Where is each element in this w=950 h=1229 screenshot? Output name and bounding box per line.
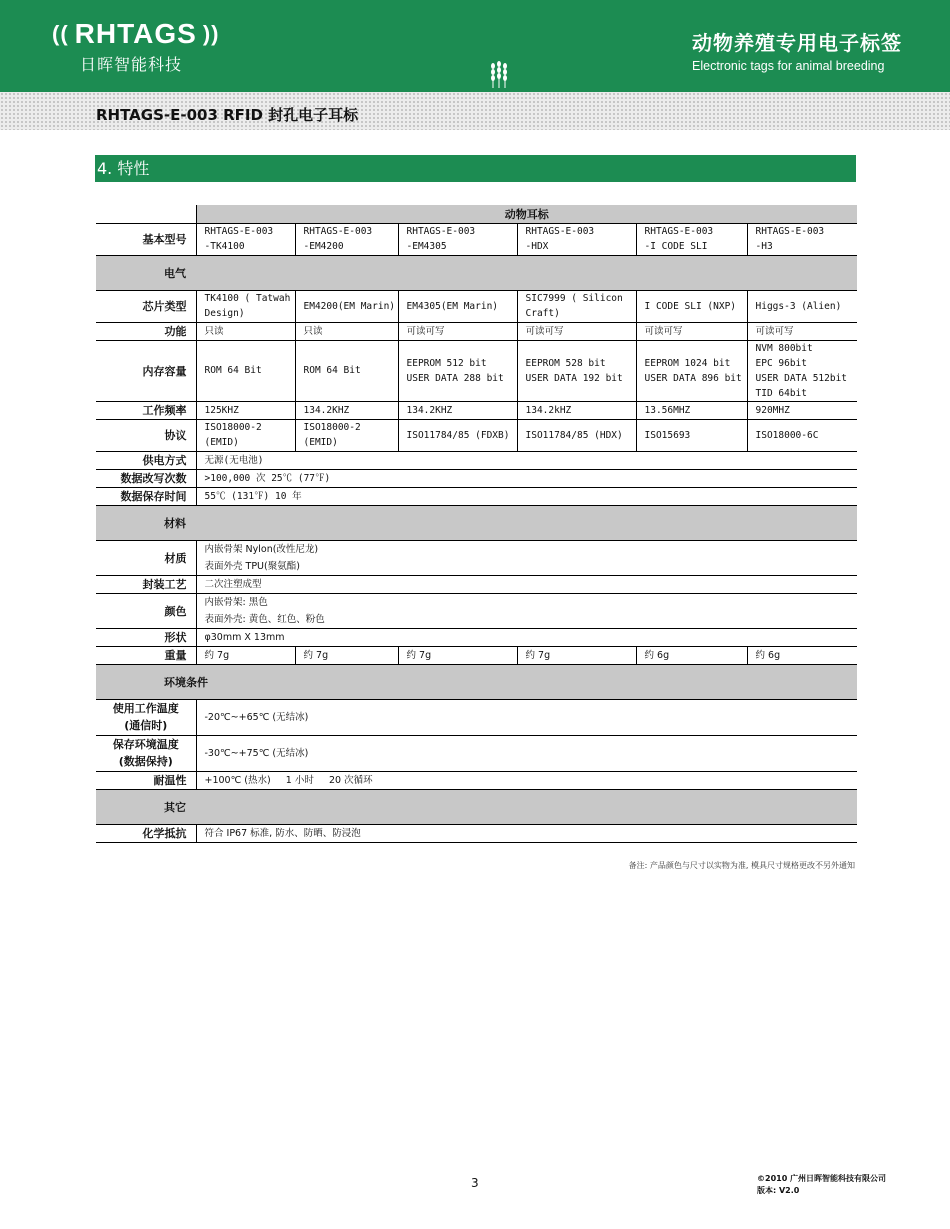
model-cell: RHTAGS-E-003 -EM4305: [398, 223, 517, 255]
row-label: 材质: [96, 540, 196, 575]
group-label: 电气: [96, 255, 857, 290]
table-row: [96, 290, 857, 322]
header-title-block: [692, 27, 902, 73]
version: 版本: V2.0: [757, 1186, 800, 1195]
row-label: 耐温性: [96, 771, 196, 789]
wheat-icon: [486, 60, 512, 88]
table-row: [96, 824, 857, 842]
copyright-block: [757, 1173, 886, 1197]
weight-cell: 约 6g: [636, 646, 747, 664]
row-label: 基本型号: [96, 223, 196, 255]
signal-right-icon: )): [202, 21, 220, 46]
weight-cell: 约 7g: [517, 646, 636, 664]
function-cell: 只读: [295, 322, 398, 340]
process-cell: 二次注塑成型: [196, 575, 857, 593]
retention-cell: 55℃ (131℉) 10 年: [196, 487, 857, 505]
table-row: [96, 575, 857, 593]
model-cell: RHTAGS-E-003 -HDX: [517, 223, 636, 255]
chem-cell: 符合 IP67 标准, 防水、防晒、防浸泡: [196, 824, 857, 842]
table-row: [96, 340, 857, 401]
op-temp-cell: -20℃~+65℃ (无结冰): [196, 699, 857, 735]
page-header: [0, 0, 950, 92]
memory-cell: NVM 800bit EPC 96bit USER DATA 512bit TID 64bit: [747, 340, 857, 401]
row-label: 保存环境温度 (数据保持): [96, 735, 196, 771]
row-label: 使用工作温度 (通信时): [96, 699, 196, 735]
row-label: 颜色: [96, 593, 196, 628]
chip-cell: EM4200(EM Marin): [295, 290, 398, 322]
table-row: [96, 628, 857, 646]
material-cell: 内嵌骨架 Nylon(改性尼龙) 表面外壳 TPU(聚氨酯): [196, 540, 857, 575]
table-header-row: [96, 205, 857, 223]
chip-cell: TK4100 ( Tatwah Design): [196, 290, 295, 322]
model-cell: RHTAGS-E-003 -I CODE SLI: [636, 223, 747, 255]
weight-cell: 约 6g: [747, 646, 857, 664]
memory-cell: ROM 64 Bit: [196, 340, 295, 401]
copyright: ©2010 广州日晖智能科技有限公司: [757, 1174, 887, 1183]
weight-cell: 约 7g: [295, 646, 398, 664]
row-label: 形状: [96, 628, 196, 646]
table-row: [96, 469, 857, 487]
frequency-cell: 125KHZ: [196, 401, 295, 419]
heat-cell: +100℃ (热水) 1 小时 20 次循环: [196, 771, 857, 789]
function-cell: 可读可写: [747, 322, 857, 340]
header-title-cn: 动物养殖专用电子标签: [692, 31, 902, 55]
table-row: [96, 322, 857, 340]
frequency-cell: 920MHZ: [747, 401, 857, 419]
model-cell: RHTAGS-E-003 -H3: [747, 223, 857, 255]
protocol-cell: ISO18000-2 (EMID): [295, 419, 398, 451]
function-cell: 只读: [196, 322, 295, 340]
function-cell: 可读可写: [398, 322, 517, 340]
frequency-cell: 134.2KHZ: [295, 401, 398, 419]
footnote: 备注: 产品颜色与尺寸以实物为准, 模具尺寸规格更改不另外通知: [628, 861, 855, 870]
table-row: [96, 699, 857, 735]
frequency-cell: 13.56MHZ: [636, 401, 747, 419]
table-row: [96, 593, 857, 628]
table-row: [96, 771, 857, 789]
storage-temp-cell: -30℃~+75℃ (无结冰): [196, 735, 857, 771]
protocol-cell: ISO18000-6C: [747, 419, 857, 451]
group-row: [96, 789, 857, 824]
function-cell: 可读可写: [517, 322, 636, 340]
power-cell: 无源(无电池): [196, 451, 857, 469]
row-label: 内存容量: [96, 340, 196, 401]
row-label: 化学抵抗: [96, 824, 196, 842]
logo-subtitle: 日晖智能科技: [80, 55, 183, 74]
group-header: 动物耳标: [196, 205, 857, 223]
function-cell: 可读可写: [636, 322, 747, 340]
color-cell: 内嵌骨架: 黑色 表面外壳: 黄色、红色、粉色: [196, 593, 857, 628]
weight-cell: 约 7g: [398, 646, 517, 664]
table-row: [96, 451, 857, 469]
shape-cell: φ30mm X 13mm: [196, 628, 857, 646]
frequency-cell: 134.2KHZ: [398, 401, 517, 419]
table-row: [96, 223, 857, 255]
row-label: 数据改写次数: [96, 469, 196, 487]
empty-corner: [96, 205, 196, 223]
chip-cell: SIC7999 ( Silicon Craft): [517, 290, 636, 322]
frequency-cell: 134.2kHZ: [517, 401, 636, 419]
memory-cell: ROM 64 Bit: [295, 340, 398, 401]
document-title: RHTAGS-E-003 RFID 封孔电子耳标: [96, 106, 359, 124]
chip-cell: I CODE SLI (NXP): [636, 290, 747, 322]
row-label: 重量: [96, 646, 196, 664]
table-row: [96, 646, 857, 664]
rewrite-cell: >100,000 次 25℃ (77℉): [196, 469, 857, 487]
table-row: [96, 401, 857, 419]
row-label: 供电方式: [96, 451, 196, 469]
group-row: [96, 505, 857, 540]
protocol-cell: ISO18000-2 (EMID): [196, 419, 295, 451]
group-label: 其它: [96, 789, 857, 824]
protocol-cell: ISO11784/85 (FDXB): [398, 419, 517, 451]
chip-cell: EM4305(EM Marin): [398, 290, 517, 322]
memory-cell: EEPROM 528 bit USER DATA 192 bit: [517, 340, 636, 401]
weight-cell: 约 7g: [196, 646, 295, 664]
table-row: [96, 735, 857, 771]
group-label: 环境条件: [96, 664, 857, 699]
section-title: 4. 特性: [95, 155, 856, 182]
group-row: [96, 664, 857, 699]
row-label: 协议: [96, 419, 196, 451]
model-cell: RHTAGS-E-003 -EM4200: [295, 223, 398, 255]
model-cell: RHTAGS-E-003 -TK4100: [196, 223, 295, 255]
row-label: 工作频率: [96, 401, 196, 419]
chip-cell: Higgs-3 (Alien): [747, 290, 857, 322]
row-label: 芯片类型: [96, 290, 196, 322]
protocol-cell: ISO11784/85 (HDX): [517, 419, 636, 451]
group-label: 材料: [96, 505, 857, 540]
table-row: [96, 419, 857, 451]
table-row: [96, 540, 857, 575]
spec-table: [96, 205, 857, 843]
row-label: 数据保存时间: [96, 487, 196, 505]
logo-text: RHTAGS: [74, 18, 197, 49]
signal-left-icon: ((: [52, 21, 69, 46]
page-number: 3: [471, 1176, 479, 1190]
table-row: [96, 487, 857, 505]
memory-cell: EEPROM 1024 bit USER DATA 896 bit: [636, 340, 747, 401]
memory-cell: EEPROM 512 bit USER DATA 288 bit: [398, 340, 517, 401]
row-label: 封装工艺: [96, 575, 196, 593]
row-label: 功能: [96, 322, 196, 340]
header-title-en: Electronic tags for animal breeding: [692, 59, 885, 73]
protocol-cell: ISO15693: [636, 419, 747, 451]
company-logo: [52, 18, 219, 75]
group-row: [96, 255, 857, 290]
